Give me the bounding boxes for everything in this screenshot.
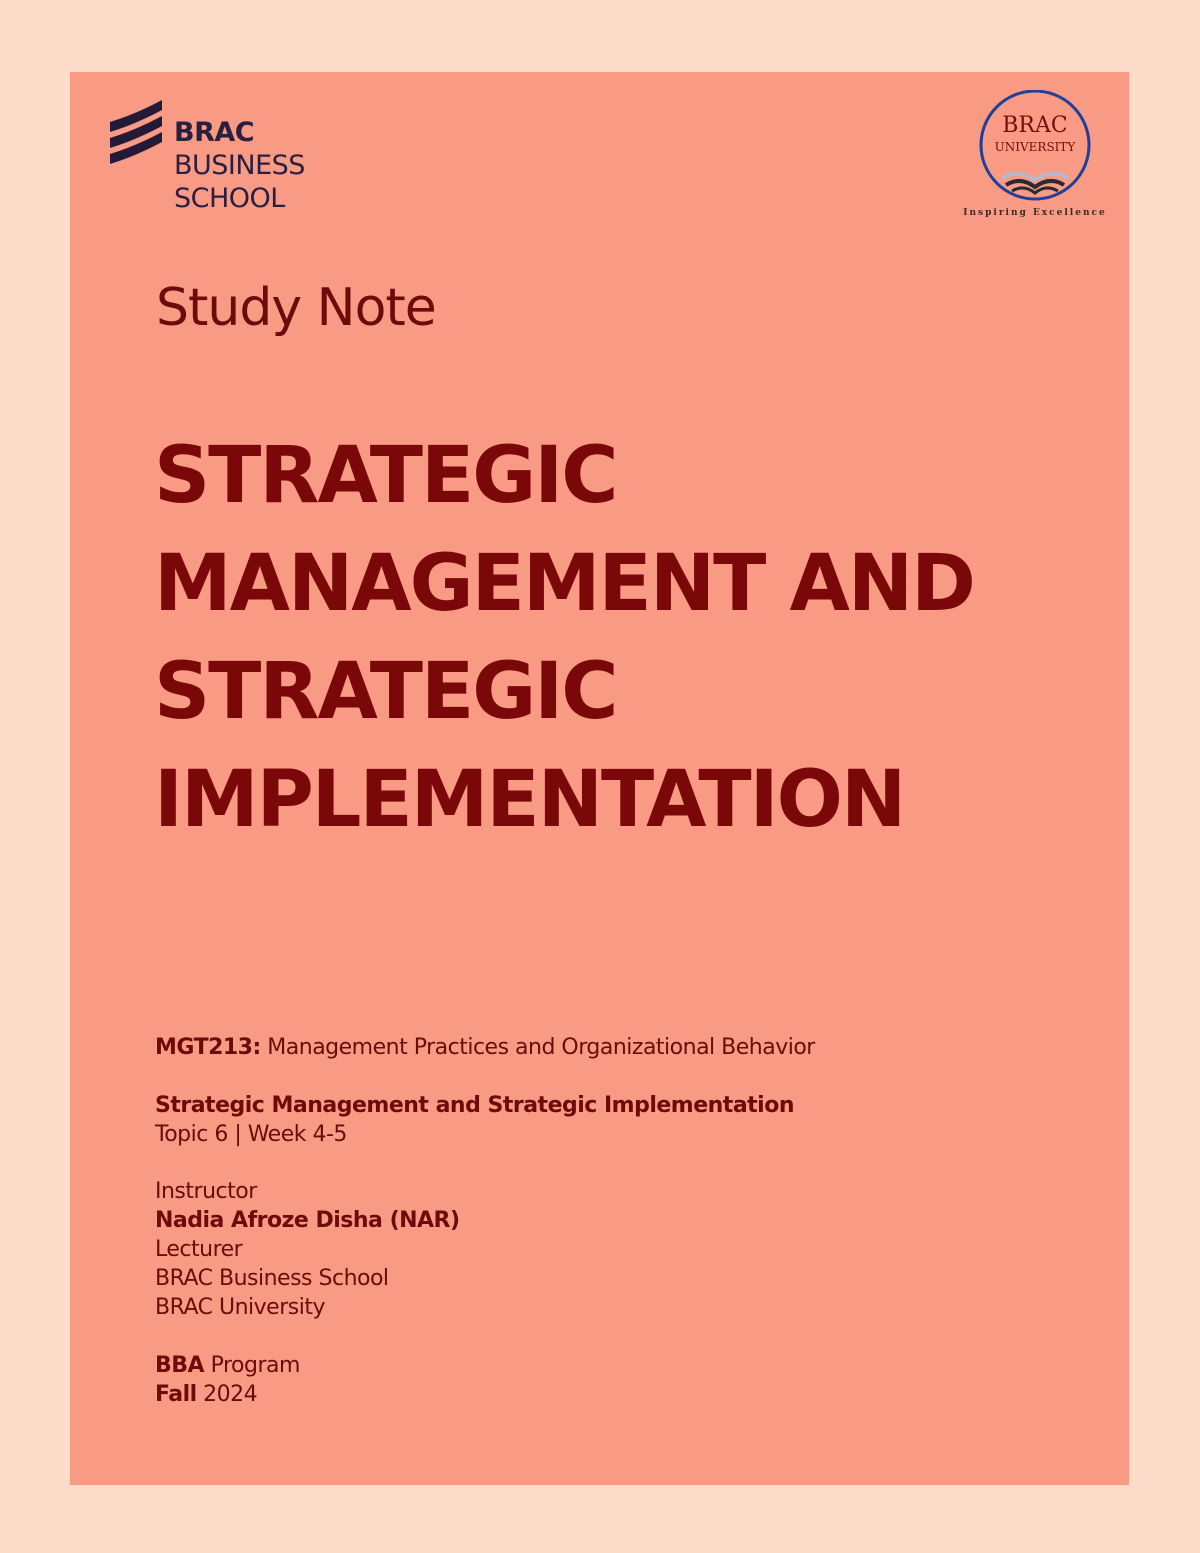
bbs-stripes-icon	[108, 96, 168, 186]
program-suffix: Program	[204, 1353, 300, 1378]
instructor-school: BRAC Business School	[155, 1266, 389, 1291]
title-line: MANAGEMENT AND	[154, 539, 974, 629]
instructor-position: Lecturer	[155, 1237, 243, 1262]
document-label: Study Note	[156, 278, 436, 338]
instructor-label: Instructor	[155, 1179, 257, 1204]
bbs-wordmark	[174, 116, 305, 215]
bbs-line-brac: BRAC	[174, 117, 255, 148]
bbs-line-school: SCHOOL	[174, 183, 285, 214]
bbs-line-business: BUSINESS	[174, 150, 305, 181]
title-line: STRATEGIC	[154, 431, 617, 521]
instructor-info	[155, 1177, 460, 1322]
program-info	[155, 1351, 300, 1409]
bu-sub: UNIVERSITY	[994, 140, 1076, 154]
brac-business-school-logo	[108, 96, 338, 221]
course-info	[155, 1033, 815, 1062]
brac-university-logo	[960, 90, 1110, 225]
instructor-name: Nadia Afroze Disha (NAR)	[155, 1208, 460, 1233]
bu-tagline: Inspiring Excellence	[963, 208, 1107, 218]
document-title	[154, 422, 1114, 854]
term-year: 2024	[196, 1382, 258, 1407]
title-line: STRATEGIC	[154, 647, 617, 737]
cover-page	[70, 72, 1129, 1485]
bu-name: BRAC	[1002, 113, 1068, 138]
title-line: IMPLEMENTATION	[154, 755, 905, 845]
topic-info	[155, 1091, 794, 1149]
course-code: MGT213:	[155, 1035, 261, 1060]
topic-title: Strategic Management and Strategic Implementation	[155, 1093, 795, 1118]
program-name: BBA	[155, 1353, 205, 1378]
topic-detail: Topic 6 | Week 4-5	[155, 1122, 347, 1147]
term-season: Fall	[155, 1382, 197, 1407]
course-name: Management Practices and Organizational Behavior	[260, 1035, 815, 1060]
instructor-university: BRAC University	[155, 1295, 325, 1320]
